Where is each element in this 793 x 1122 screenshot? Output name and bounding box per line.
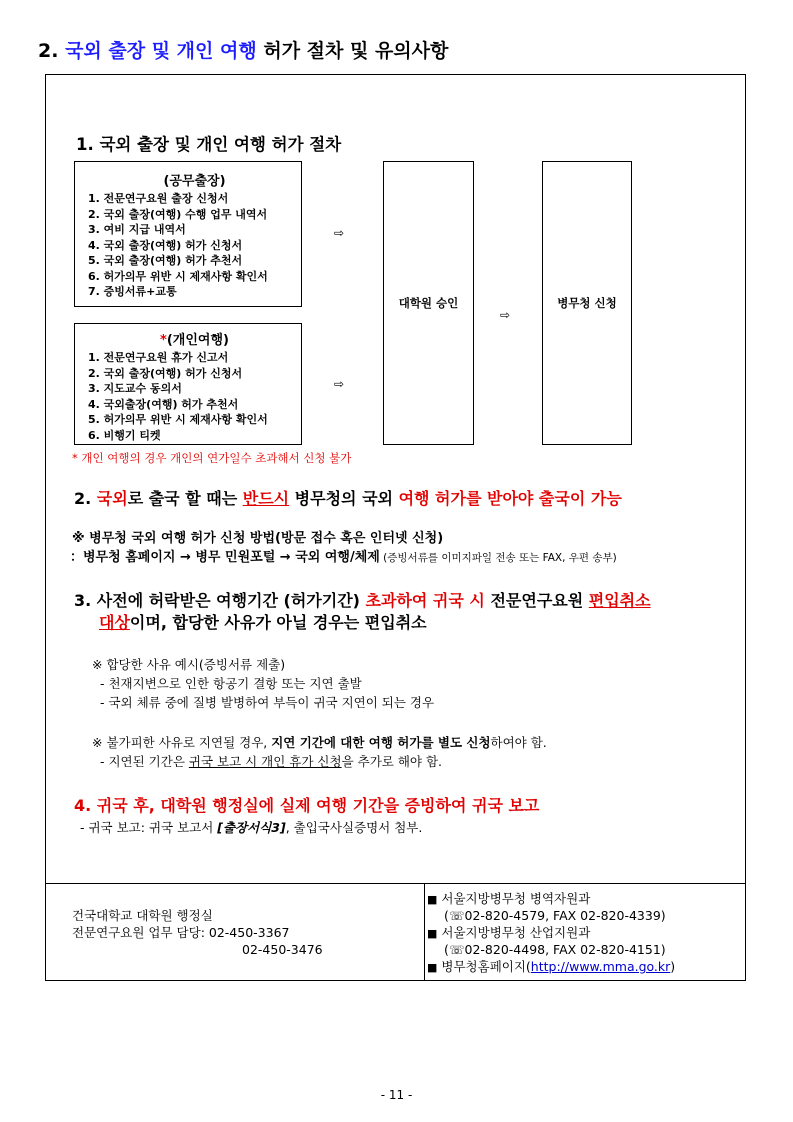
sec3-heading-line2: 대상이며, 합당한 사유가 아닐 경우는 편입취소 [99,613,427,632]
return-report-note: - 귀국 보고: 귀국 보고서 [출장서식3], 출입국사실증명서 첨부. [80,820,423,835]
arrow-right-icon: ⇨ [334,226,345,240]
footer-vdivider [424,883,425,981]
official-title: (공무출장) [163,174,226,189]
mma-website-link[interactable]: http://www.mma.go.kr [530,959,671,974]
title-highlight: 국외 출장 및 개인 여행 [65,40,257,62]
official-item: 6. 허가의무 위반 시 제재사항 확인서 [88,269,268,283]
arrow-right-icon: ⇨ [334,377,345,391]
mma-method: ※ 병무청 국외 여행 허가 신청 방법(방문 접수 혹은 인터넷 신청) [72,531,444,546]
official-item: 4. 국외 출장(여행) 허가 신청서 [88,238,243,252]
contact-label: 전문연구요원 업무 담당: 02-450-3367 [72,925,290,940]
personal-item: 3. 지도교수 동의서 [88,382,182,395]
mma-contact-2: ■ 서울지방병무청 산업지원과 [427,925,591,940]
sec2-heading: 2. 국외로 출국 할 때는 반드시 병무청의 국외 여행 허가를 받아야 출국이 가능 [74,489,622,508]
sec4-heading: 4. 귀국 후, 대학원 행정실에 실제 여행 기간을 증빙하여 귀국 보고 [74,796,540,815]
personal-trip-box [74,323,302,445]
grad-approval-box: 대학원 승인 [383,161,474,445]
sec1-heading: 1. 국외 출장 및 개인 여행 허가 절차 [76,135,342,154]
mma-path: ：병무청 홈페이지 → 병무 민원포털 → 국외 여행/체제 (증빙서류를 이미지파일 전송 또는 FAX, 우편 송부) [70,550,617,565]
personal-item: 5. 허가의무 위반 시 제재사항 확인서 [88,413,268,426]
personal-item: 6. 비행기 티켓 [88,428,161,442]
bullet-square-icon: ■ [427,961,438,974]
mma-contact-1: ■ 서울지방병무청 병역자원과 [427,891,591,906]
official-item: 5. 국외 출장(여행) 허가 추천서 [88,254,243,267]
contact-phone: 02-450-3476 [242,942,323,957]
example-title: ※ 합당한 사유 예시(증빙서류 제출) [92,657,286,672]
office-name: 건국대학교 대학원 행정실 [72,908,213,923]
official-item: 7. 증빙서류+교통 [88,285,177,298]
page-number: - 11 - [380,1088,413,1102]
mma-contact-2-tel: (☏02-820-4498, FAX 02-820-4151) [444,942,666,957]
example-item: - 천재지변으로 인한 항공기 결항 또는 지연 출발 [100,676,362,691]
arrow-right-icon: ⇨ [500,308,511,322]
mma-website: ■ 병무청홈페이지(http://www.mma.go.kr) [427,959,676,974]
example-item: - 국외 체류 중에 질병 발병하여 부득이 귀국 지연이 되는 경우 [100,695,435,710]
delay-note: - 지연된 기간은 귀국 보고 시 개인 휴가 신청을 추가로 해야 함. [100,754,443,769]
unavoidable-note: ※ 불가피한 사유로 지연될 경우, 지연 기간에 대한 여행 허가를 별도 신청하여야 함. [92,735,547,750]
official-item: 1. 전문연구요원 출장 신청서 [88,192,229,205]
bullet-square-icon: ■ [427,893,438,906]
personal-item: 4. 국외출장(여행) 허가 추천서 [88,397,239,411]
page-title: 2. 국외 출장 및 개인 여행 허가 절차 및 유의사항 [38,40,449,62]
sec3-heading-line1: 3. 사전에 허락받은 여행기간 (허가기간) 초과하여 귀국 시 전문연구요원 편입취소 [74,591,651,610]
personal-title: *(개인여행) [160,333,229,348]
footer-divider [45,883,746,884]
mma-contact-1-tel: (☏02-820-4579, FAX 02-820-4339) [444,908,666,923]
mma-apply-box: 병무청 신청 [542,161,632,445]
bullet-square-icon: ■ [427,927,438,940]
official-trip-box [74,161,302,307]
personal-item: 2. 국외 출장(여행) 허가 신청서 [88,366,243,380]
personal-footnote: * 개인 여행의 경우 개인의 연가일수 초과해서 신청 불가 [72,451,352,465]
official-item: 2. 국외 출장(여행) 수행 업무 내역서 [88,207,268,221]
official-item: 3. 여비 지급 내역서 [88,223,186,236]
personal-item: 1. 전문연구요원 휴가 신고서 [88,351,229,364]
